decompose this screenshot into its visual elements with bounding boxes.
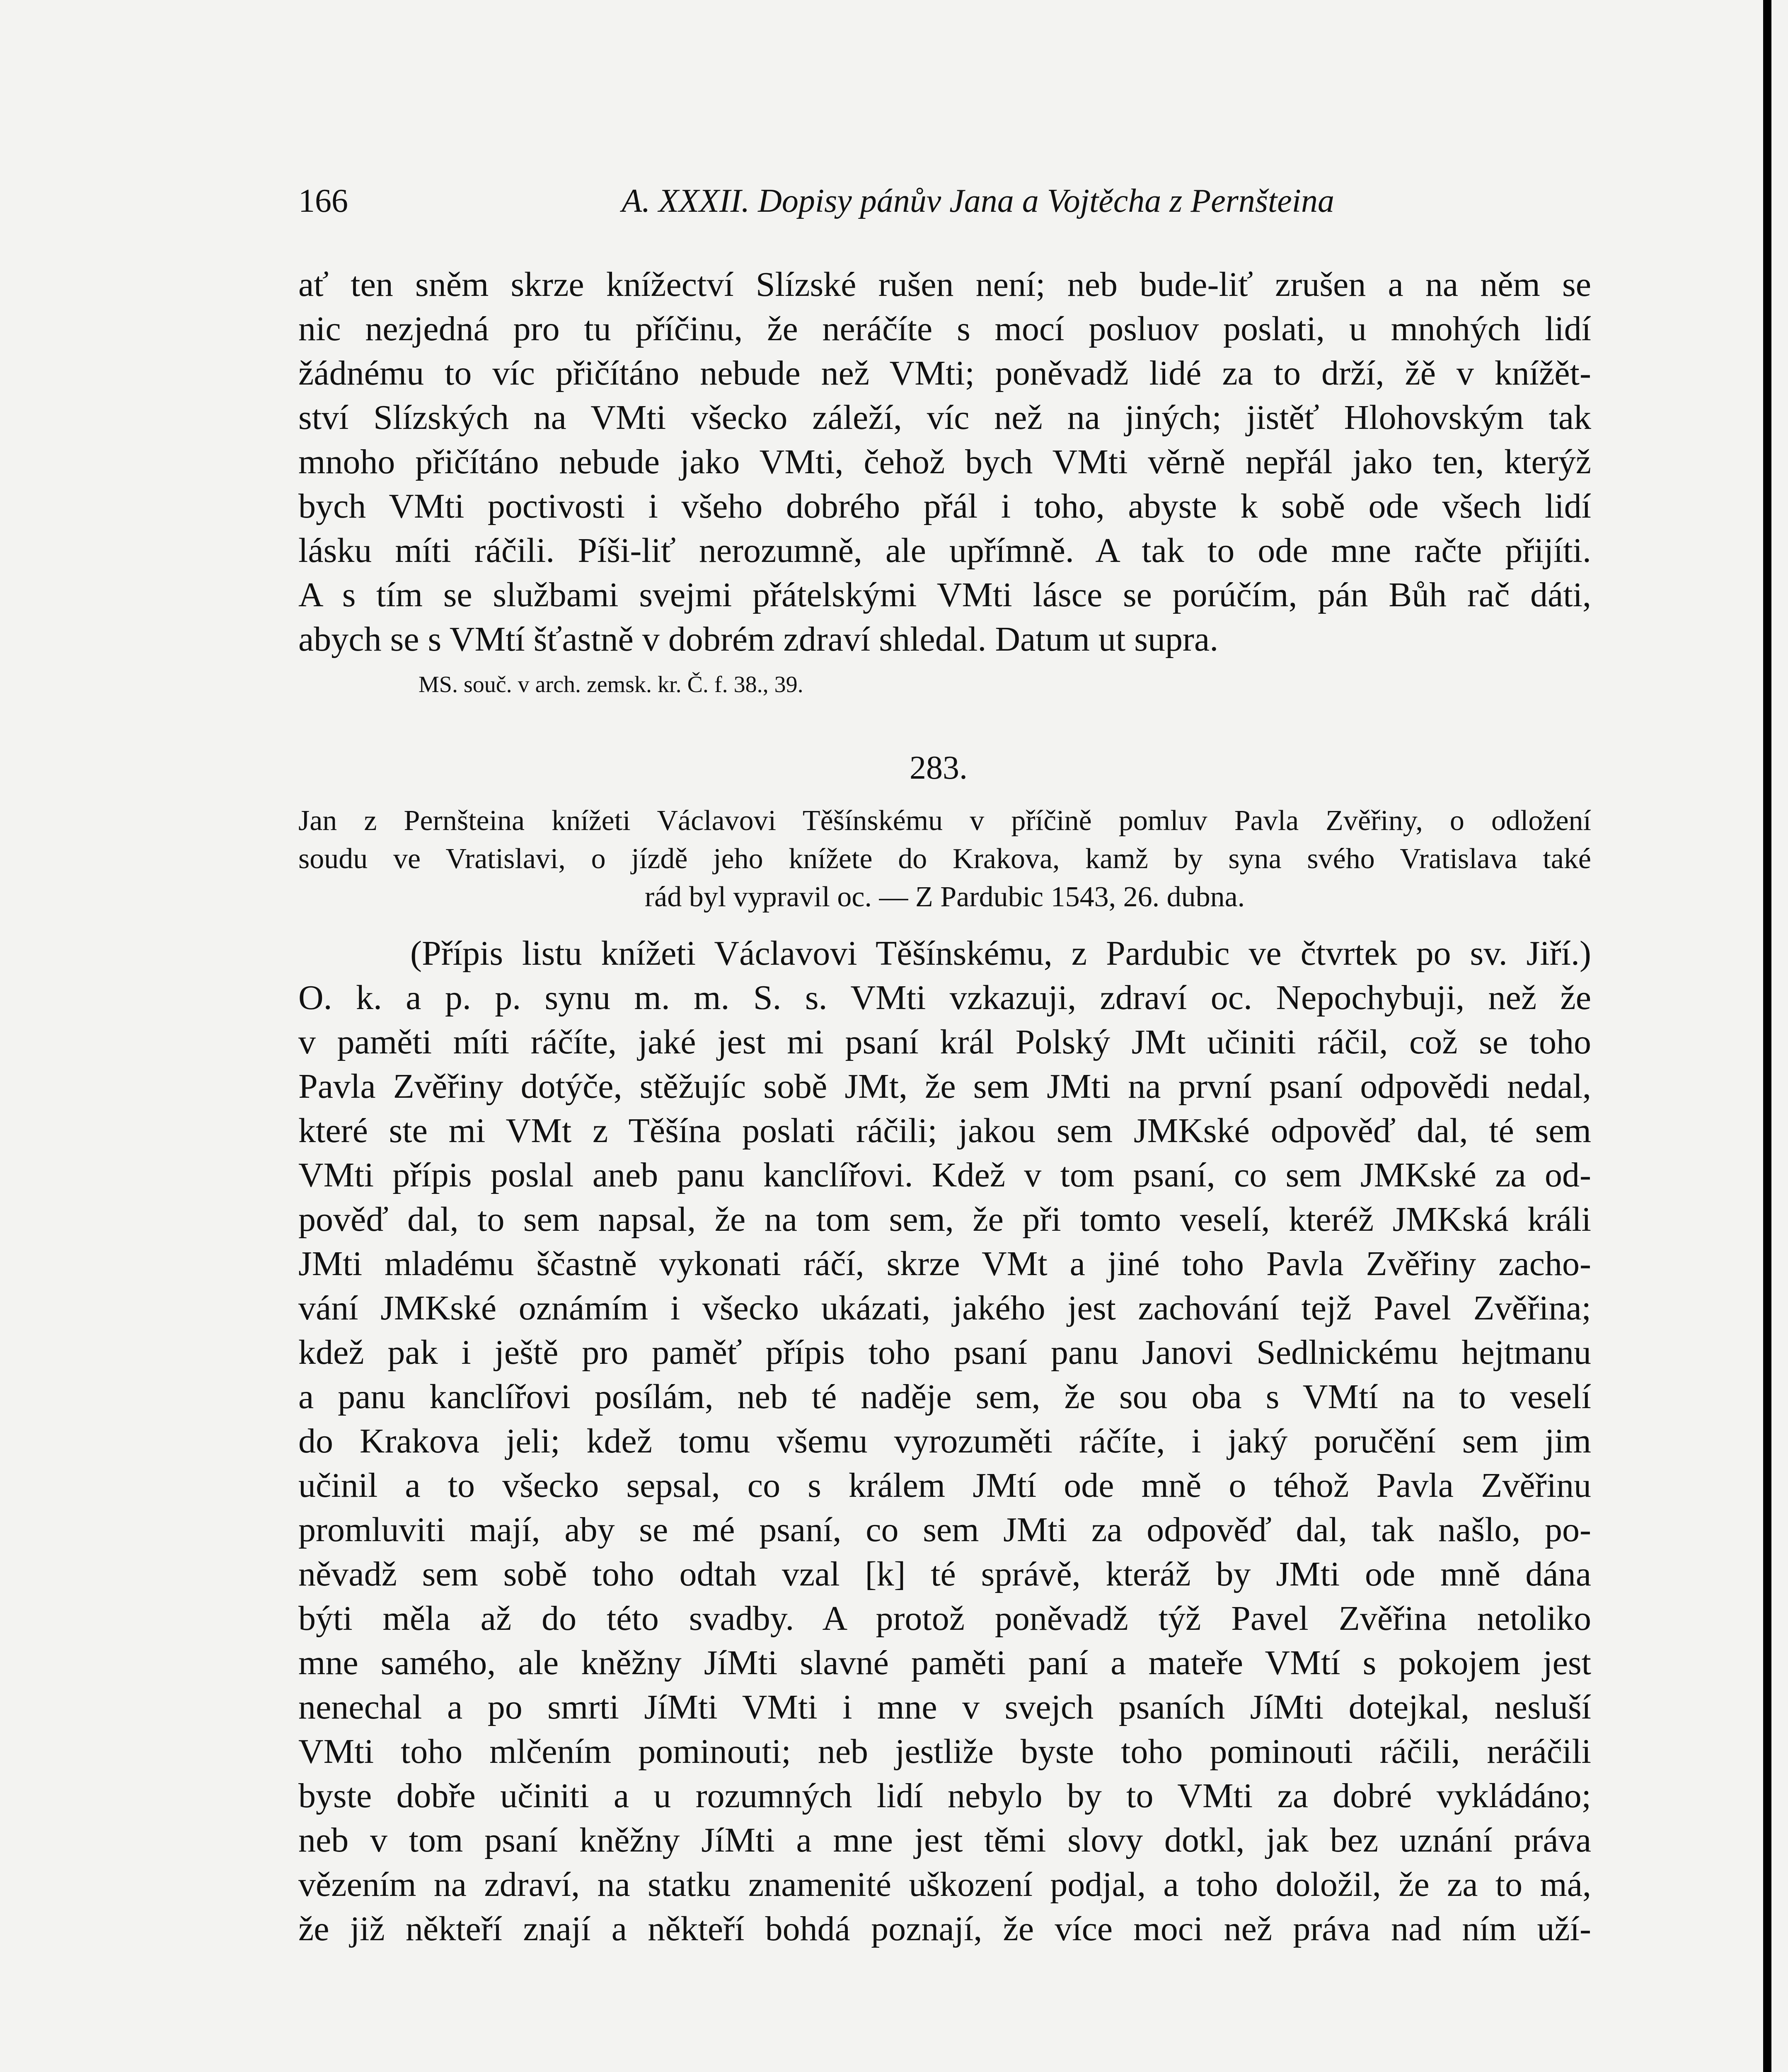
text-line: v paměti míti ráčíte, jaké jest mi psaní král Polský JMt učiniti ráčil, což se toho bbox=[298, 1023, 1591, 1061]
letter-number: 283. bbox=[910, 750, 968, 786]
summary-line: rád byl vypravil oc. — Z Pardubic 1543, 26. dubna. bbox=[644, 881, 1245, 913]
text-line: lásku míti ráčili. Píši-liť nerozumně, ale upřímně. A tak to ode mne račte přijíti. bbox=[298, 531, 1591, 570]
text-line: O. k. a p. p. synu m. m. S. s. VMti vzkazuji, zdraví oc. Nepochybuji, než že bbox=[298, 978, 1591, 1017]
letter-summary bbox=[298, 802, 1591, 916]
summary-line: soudu ve Vratislavi, o jízdě jeho knížete do Krakova, kamž by syna svého Vratislava také bbox=[298, 843, 1591, 875]
text-line: neb v tom psaní kněžny JíMti a mne jest těmi slovy dotkl, jak bez uznání práva bbox=[298, 1821, 1591, 1859]
text-line: nenechal a po smrti JíMti VMti i mne v svejch psaních JíMti dotejkal, nesluší bbox=[298, 1688, 1591, 1726]
text-line: bych VMti poctivosti i všeho dobrého přál i toho, abyste k sobě ode všech lidí bbox=[298, 487, 1591, 525]
text-line: mnoho přičítáno nebude jako VMti, čehož bych VMti věrně nepřál jako ten, kterýž bbox=[298, 443, 1591, 481]
running-title: A. XXXII. Dopisy pánův Jana a Vojtěcha z Pernšteina bbox=[622, 183, 1334, 219]
text-line: které ste mi VMt z Těšína poslati ráčili; jakou sem JMKské odpověď dal, té sem bbox=[298, 1111, 1591, 1150]
text-line: učinil a to všecko sepsal, co s králem JMtí ode mně o téhož Pavla Zvěřinu bbox=[298, 1466, 1591, 1505]
text-line: JMti mladému ščastně vykonati ráčí, skrze VMt a jiné toho Pavla Zvěřiny zacho- bbox=[298, 1244, 1591, 1283]
letter-body bbox=[298, 931, 1591, 1951]
text-line: mne samého, ale kněžny JíMti slavné paměti paní a mateře VMtí s pokojem jest bbox=[298, 1644, 1591, 1682]
text-line: nic nezjedná pro tu příčinu, že neráčíte s mocí posluov poslati, u mnohých lidí bbox=[298, 310, 1591, 348]
text-line: pověď dal, to sem napsal, že na tom sem, že při tomto veselí, kteréž JMKská králi bbox=[298, 1200, 1591, 1239]
page-number: 166 bbox=[298, 183, 348, 219]
text-line: ství Slízských na VMti všecko záleží, víc než na jiných; jistěť Hlohovským tak bbox=[298, 398, 1591, 437]
summary-line: Jan z Pernšteina knížeti Václavovi Těšínskému v příčině pomluv Pavla Zvěřiny, o odložení bbox=[298, 805, 1591, 837]
page-edge-border bbox=[1763, 0, 1771, 2072]
text-line: vězením na zdraví, na statku znamenité uškození podjal, a toho doložil, že za to má, bbox=[298, 1865, 1591, 1904]
text-line: byste dobře učiniti a u rozumných lidí nebylo by to VMti za dobré vykládáno; bbox=[298, 1777, 1591, 1815]
running-header bbox=[298, 182, 1334, 220]
text-line: že již někteří znají a někteří bohdá poznají, že více moci než práva nad ním uží- bbox=[298, 1910, 1591, 1948]
text-line: do Krakova jeli; kdež tomu všemu vyrozuměti ráčíte, i jaký poručění sem jim bbox=[298, 1422, 1591, 1460]
text-line: vání JMKské oznámím i všecko ukázati, jakého jest zachování tejž Pavel Zvěřina; bbox=[298, 1289, 1591, 1327]
text-line: promluviti mají, aby se mé psaní, co sem JMti za odpověď dal, tak našlo, po- bbox=[298, 1510, 1591, 1549]
previous-letter-text bbox=[298, 262, 1591, 661]
text-line: VMti přípis poslal aneb panu kanclířovi. Kdež v tom psaní, co sem JMKské za od- bbox=[298, 1156, 1591, 1194]
text-line: (Přípis listu knížeti Václavovi Těšínskému, z Pardubic ve čtvrtek po sv. Jiří.) bbox=[410, 934, 1591, 973]
text-line: abych se s VMtí šťastně v dobrém zdraví shledal. Datum ut supra. bbox=[298, 620, 1219, 658]
archive-reference: MS. souč. v arch. zemsk. kr. Č. f. 38., 39. bbox=[419, 672, 803, 697]
text-line: A s tím se službami svejmi přátelskými VMti lásce se porúčím, pán Bůh rač dáti, bbox=[298, 576, 1591, 614]
text-line: býti měla až do této svadby. A protož poněvadž týž Pavel Zvěřina netoliko bbox=[298, 1599, 1591, 1638]
text-line: Pavla Zvěřiny dotýče, stěžujíc sobě JMt, že sem JMti na první psaní odpovědi nedal, bbox=[298, 1067, 1591, 1106]
text-line: a panu kanclířovi posílám, neb té naděje sem, že sou oba s VMtí na to veselí bbox=[298, 1377, 1591, 1416]
text-line: VMti toho mlčením pominouti; neb jestliže byste toho pominouti ráčili, neráčili bbox=[298, 1732, 1591, 1771]
text-line: kdež pak i ještě pro paměť přípis toho psaní panu Janovi Sedlnickému hejtmanu bbox=[298, 1333, 1591, 1372]
text-line: žádnému to víc přičítáno nebude než VMti; poněvadž lidé za to drží, žě v knížět- bbox=[298, 354, 1591, 392]
text-line: ať ten sněm skrze knížectví Slízské rušen není; neb bude-liť zrušen a na něm se bbox=[298, 265, 1591, 304]
text-line: něvadž sem sobě toho odtah vzal [k] té správě, kteráž by JMti ode mně dána bbox=[298, 1555, 1591, 1593]
